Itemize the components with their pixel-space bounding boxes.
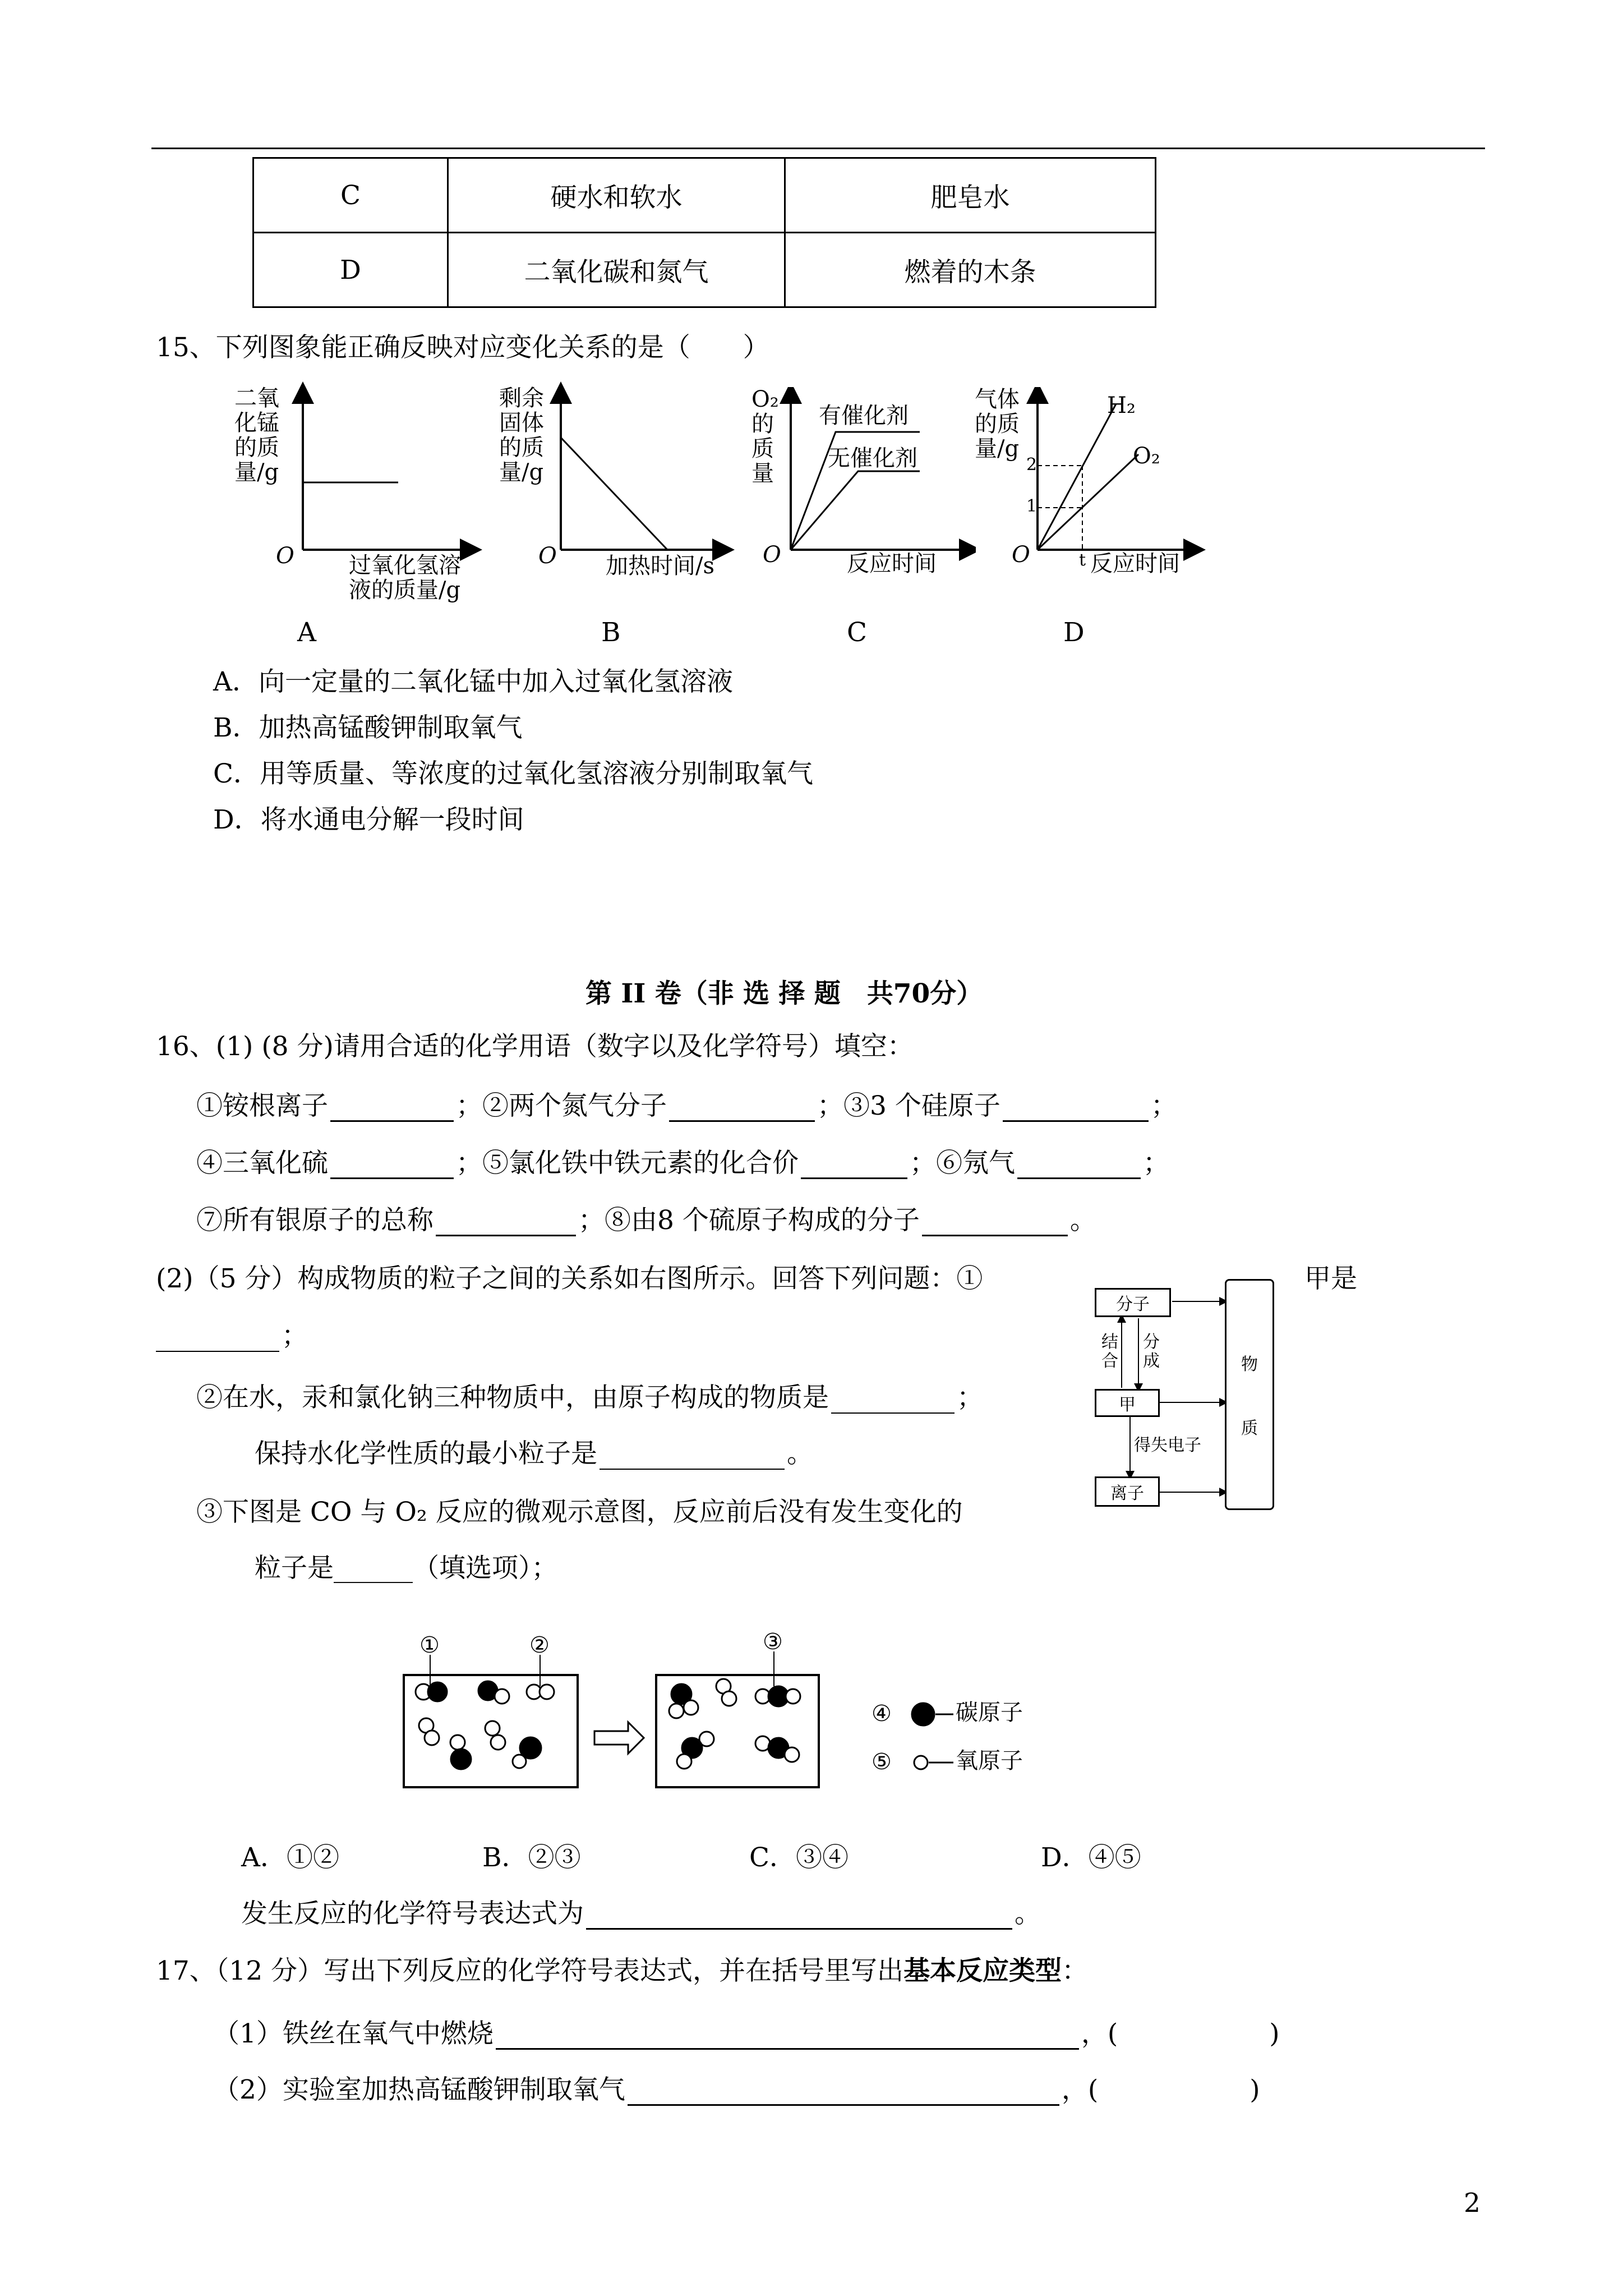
answer-blank[interactable]	[156, 1328, 279, 1352]
electrons-label: 得失电子	[1134, 1435, 1201, 1455]
q15-stem: 15、下列图象能正确反映对应变化关系的是（ ）	[156, 332, 769, 363]
graph-d-tick-t: t	[1079, 550, 1086, 570]
q16-line2: ④三氧化硫 ；⑤氯化铁中铁元素的化合价 ；⑥氖气 ；	[196, 1148, 1169, 1179]
graph-a-origin: O	[276, 543, 294, 569]
ion-box: 离子	[1095, 1476, 1160, 1507]
table-row	[253, 233, 1156, 307]
q16-2-2a: ②在水，汞和氯化钠三种物质中，由原子构成的物质是 ；	[196, 1382, 983, 1413]
table-cell: C	[253, 158, 448, 233]
answer-blank[interactable]	[628, 2082, 1059, 2106]
q17-item-2: （2）实验室加热高锰酸钾制取氧气 ，( )	[213, 2074, 1260, 2105]
graph-b-origin: O	[538, 543, 557, 569]
answer-blank[interactable]	[1003, 1098, 1149, 1122]
graph-b-xlabel: 加热时间/s	[606, 553, 715, 579]
graph-b-ylabel: 剩余 固体 的质 量/g	[499, 385, 544, 485]
graph-c	[746, 387, 981, 611]
q16-2-3a: ③下图是 CO 与 O₂ 反应的微观示意图，反应前后没有发生变化的	[196, 1497, 963, 1527]
graph-d-letter: D	[1063, 617, 1085, 648]
table-cell: 硬水和软水	[448, 158, 785, 233]
q15-option-a: A．向一定量的二氧化锰中加入过氧化氢溶液	[213, 666, 733, 697]
q17-stem: 17、（12 分）写出下列反应的化学符号表达式，并在括号里写出基本反应类型：	[156, 1955, 1089, 1986]
table-row	[253, 158, 1156, 233]
jia-box: 甲	[1095, 1389, 1160, 1417]
answer-blank[interactable]	[831, 1390, 955, 1414]
q15-option-c: C．用等质量、等浓度的过氧化氢溶液分别制取氧气	[213, 758, 813, 789]
q16-line3: ⑦所有银原子的总称 ；⑧由8 个硫原子构成的分子 。	[196, 1205, 1096, 1236]
graph-d-origin: O	[1012, 542, 1030, 568]
q16-choice-d: D．④⑤	[1041, 1842, 1141, 1873]
q16-part2-stem: (2)（5 分）构成物质的粒子之间的关系如右图所示。回答下列问题：①	[156, 1263, 983, 1294]
graph-a-xlabel: 过氧化氢溶 液的质量/g	[349, 553, 461, 603]
graph-d-label-h2: H₂	[1107, 393, 1136, 418]
split-label: 分 成	[1143, 1332, 1160, 1371]
graph-c-label-catalyst: 有催化剂	[819, 403, 909, 429]
graph-c-label-no-catalyst: 无催化剂	[828, 445, 917, 471]
q16-2-3b: 粒子是______（填选项）；	[255, 1553, 558, 1584]
graph-d-xlabel: 反应时间	[1090, 551, 1180, 577]
graph-b-letter: B	[601, 617, 621, 648]
oxygen-atom-icon	[914, 1756, 928, 1769]
page-number: 2	[1464, 2188, 1481, 2219]
graph-b	[494, 381, 740, 611]
table-cell: 肥皂水	[785, 158, 1156, 233]
particle-relationship-diagram	[1094, 1279, 1284, 1515]
answer-blank[interactable]	[1017, 1155, 1141, 1179]
reaction-micro-diagram	[393, 1629, 1066, 1804]
micro-label-2: ②	[529, 1632, 550, 1658]
table-cell: D	[253, 233, 448, 307]
graph-d	[970, 387, 1206, 611]
graph-a	[230, 381, 488, 611]
combine-label: 结 合	[1101, 1332, 1118, 1371]
graph-d-tick-2: 2	[1026, 455, 1038, 475]
graph-d-curve-h2	[1038, 404, 1116, 550]
micro-label-5: ⑤	[872, 1749, 892, 1775]
graph-a-axes	[292, 381, 482, 561]
answer-blank[interactable]	[922, 1212, 1068, 1236]
graph-a-letter: A	[297, 617, 316, 648]
q16-2-2b: 保持水化学性质的最小粒子是 。	[255, 1438, 813, 1469]
section-title: 第 II 卷（非 选 择 题 共70分）	[585, 978, 983, 1009]
answer-blank[interactable]	[330, 1155, 454, 1179]
q16-jia-label: 甲是	[1304, 1263, 1357, 1294]
graph-c-origin: O	[763, 542, 781, 568]
q16-line1: ①铵根离子 ；②两个氮气分子 ；③3 个硅原子 ；	[196, 1091, 1177, 1121]
q16-jia-line: ；	[156, 1320, 308, 1352]
q16-part1-stem: 16、(1) (8 分)请用合适的化学用语（数字以及化学符号）填空：	[156, 1031, 914, 1062]
options-table	[252, 157, 1156, 308]
answer-blank[interactable]	[669, 1098, 815, 1122]
micro-label-3: ③	[763, 1629, 783, 1655]
graph-d-tick-1: 1	[1026, 496, 1038, 516]
graph-b-curve	[561, 438, 667, 550]
table-cell: 二氧化碳和氮气	[448, 233, 785, 307]
graph-d-label-o2: O₂	[1133, 443, 1160, 469]
oxygen-atom-label: 氧原子	[956, 1748, 1023, 1774]
answer-blank[interactable]	[330, 1098, 454, 1122]
header-rule	[151, 148, 1485, 149]
micro-label-4: ④	[872, 1701, 892, 1727]
graph-c-xlabel: 反应时间	[847, 551, 937, 577]
q16-expression: 发生反应的化学符号表达式为 。	[241, 1898, 1041, 1929]
answer-blank[interactable]	[600, 1446, 785, 1470]
q16-choice-c: C．③④	[749, 1842, 849, 1873]
micro-label-1: ①	[419, 1632, 440, 1658]
answer-blank[interactable]	[496, 2026, 1079, 2050]
answer-blank[interactable]	[586, 1906, 1012, 1930]
substance-box: 物 质	[1225, 1279, 1274, 1510]
q17-item-1: （1）铁丝在氧气中燃烧 ，( )	[213, 2018, 1280, 2049]
answer-blank[interactable]	[436, 1212, 576, 1236]
carbon-atom-label: 碳原子	[956, 1700, 1023, 1726]
q15-option-b: B．加热高锰酸钾制取氧气	[213, 712, 523, 743]
graph-c-letter: C	[847, 617, 867, 648]
molecule-box: 分子	[1095, 1288, 1171, 1317]
table-cell: 燃着的木条	[785, 233, 1156, 307]
q15-option-d: D．将水通电分解一段时间	[213, 804, 524, 835]
graph-a-ylabel: 二氧 化锰 的质 量/g	[234, 385, 279, 485]
carbon-atom-icon	[912, 1703, 934, 1726]
graph-d-ylabel: 气体 的质 量/g	[975, 386, 1020, 462]
graph-c-curve-no-catalyst	[791, 471, 920, 550]
q16-choice-b: B．②③	[482, 1842, 581, 1873]
graph-b-axes	[550, 381, 735, 561]
q16-choice-a: A．①②	[241, 1842, 339, 1873]
answer-blank[interactable]	[801, 1155, 907, 1179]
graph-c-ylabel: O₂ 的 质 量	[751, 386, 779, 486]
graph-d-curve-o2	[1038, 454, 1138, 550]
